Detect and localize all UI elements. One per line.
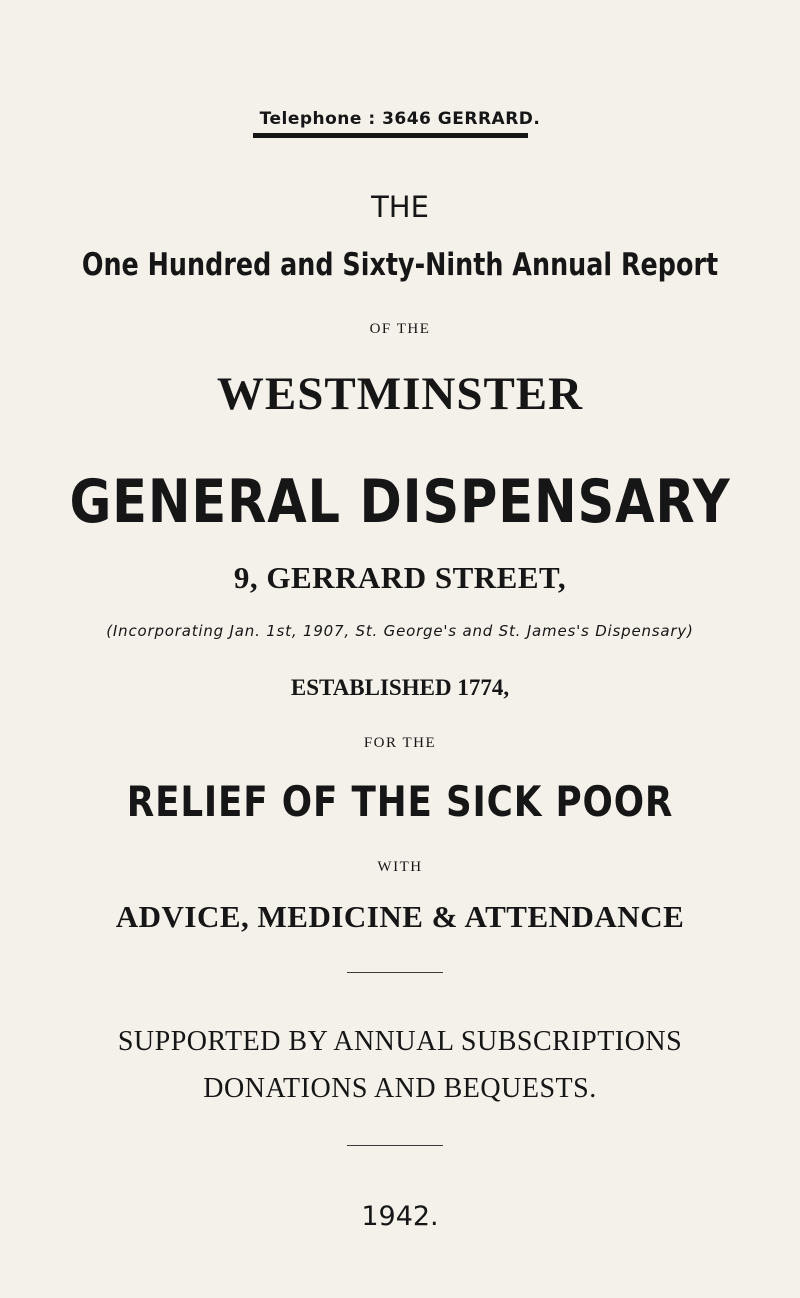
divider-rule-lower <box>347 1145 443 1146</box>
title-general-dispensary: GENERAL DISPENSARY <box>69 467 731 537</box>
established-line: ESTABLISHED 1774, <box>290 675 510 700</box>
with-line: WITH <box>377 859 423 875</box>
for-the-line: FOR THE <box>363 735 437 751</box>
title-the: THE <box>371 190 429 224</box>
title-westminster: WESTMINSTER <box>216 368 584 420</box>
supported-line: SUPPORTED BY ANNUAL SUBSCRIPTIONS <box>117 1026 683 1057</box>
report-year: 1942. <box>361 1201 439 1232</box>
donations-line: DONATIONS AND BEQUESTS. <box>203 1073 597 1104</box>
advice-heading: ADVICE, MEDICINE & ATTENDANCE <box>115 899 685 934</box>
relief-heading: RELIEF OF THE SICK POOR <box>126 777 674 826</box>
telephone-line: Telephone : 3646 GERRARD. <box>259 109 541 129</box>
title-of-the: OF THE <box>369 321 431 337</box>
street-address: 9, GERRARD STREET, <box>233 560 567 595</box>
incorporating-note: (Incorporating Jan. 1st, 1907, St. George's and St. James's Dispensary) <box>106 622 694 640</box>
divider-rule <box>347 972 443 973</box>
telephone-underline <box>253 133 528 138</box>
report-title: One Hundred and Sixty-Ninth Annual Report <box>81 247 719 283</box>
